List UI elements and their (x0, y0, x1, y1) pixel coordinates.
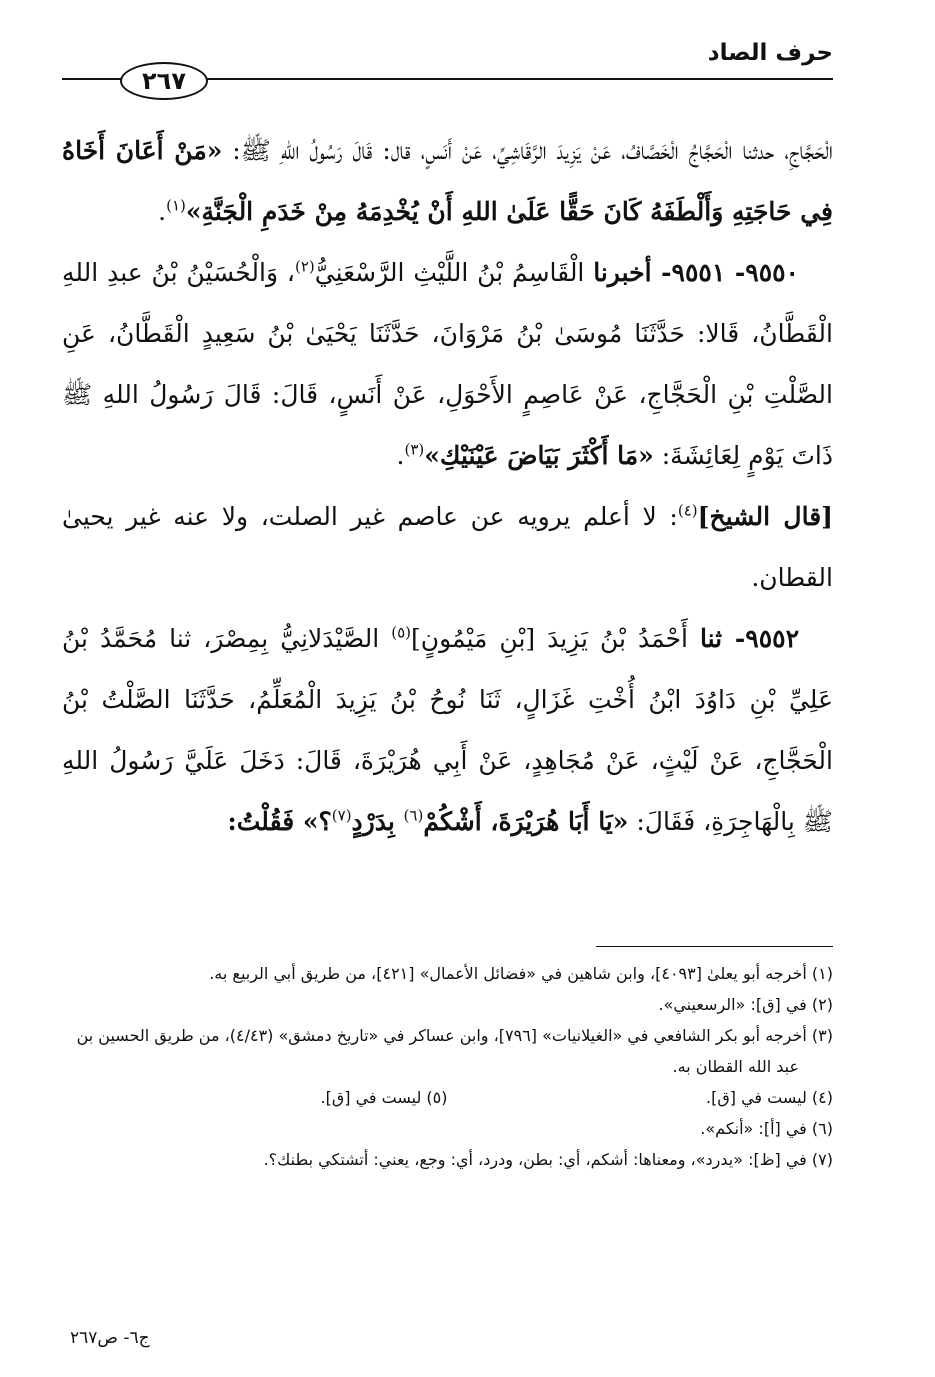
text-run: ٩٥٥٠- ٩٥٥١- أخبرنا (593, 258, 799, 287)
footnote-5: (٥) ليست في [ق]. (320, 1088, 448, 1107)
text-run: أَحْمَدُ بْنُ يَزِيدَ [بْنِ مَيْمُونٍ] (410, 624, 701, 653)
text-run: الْقَاسِمُ بْنُ اللَّيْثِ الرَّسْعَنِيُّ (314, 258, 594, 287)
footnote-6: (٦) في [أ]: «أنكم». (700, 1119, 833, 1138)
footnote-4: (٤) ليست في [ق]. (706, 1088, 833, 1107)
text-run: . (158, 197, 167, 226)
footnote-marker: (٦) (403, 806, 424, 825)
volume-page-reference: ج٦- ص٢٦٧ (70, 1328, 150, 1348)
text-run: : لا أعلم يرويه عن عاصم غير الصلت، ولا عنه غير يحيىٰ القطان. (62, 502, 833, 592)
footnote-marker: (٥) (391, 623, 411, 642)
text-run: «يَا أَبَا هُرَيْرَةَ، أَشْكُمْ (423, 807, 629, 836)
text-run: ٩٥٥٢- ثنا (700, 624, 799, 653)
page-number-badge: ٢٦٧ (120, 62, 208, 100)
footnote-marker: (٧) (331, 806, 352, 825)
main-text (62, 120, 833, 852)
text-run: الصَّيْدَلانِيُّ بِمِصْرَ، ثنا مُحَمَّدُ بْنُ عَلِيِّ بْنِ دَاوُدَ ابْنُ أُخْتِ غَزَالٍ، ثَنَا نُوحُ بْنُ يَزِيدَ الْمُعَلِّمُ، حَدَّثَنَا الصَّلْتُ بْنُ الْحَجَّاجِ، عَنْ لَيْثٍ، عَنْ مُجَاهِدٍ، عَنْ أَبِي هُرَيْرَةَ، قَالَ: دَخَلَ عَلَيَّ رَسُولُ اللهِ ﷺ بِالْهَاجِرَةِ، فَقَالَ: (62, 624, 833, 836)
footnote-2: (٢) في [ق]: «الرسعيني». (658, 995, 833, 1014)
footnote-marker: (٢) (294, 257, 315, 276)
paragraph-2 (62, 242, 833, 486)
text-run: ؟» فَقُلْتُ: (227, 807, 332, 836)
footnote-separator (596, 946, 833, 947)
text-run: [قال الشيخ] (697, 502, 833, 531)
footnote-marker: (٤) (677, 501, 698, 520)
paragraph-3 (62, 486, 833, 608)
paragraph-4 (62, 608, 833, 852)
footnote-row-4-5 (62, 1082, 833, 1113)
footnote-marker: (٣) (404, 440, 425, 459)
page-header (62, 40, 833, 100)
footnote-marker: (١) (166, 196, 186, 215)
text-run: «مَنْ أَعَانَ أَخَاهُ فِي حَاجَتِهِ وَأَلْطَفَهُ كَانَ حَقًّا عَلَىٰ اللهِ أَنْ يُخْدِمَهُ مِنْ خَدَمِ الْجَنَّةِ» (62, 136, 833, 226)
text-run: بِدَرْدٍ (351, 807, 404, 836)
footnote-3: (٣) أخرجه أبو بكر الشافعي في «الغيلانيات» [٧٩٦]، وابن عساكر في «تاريخ دمشق» (٤/٤٣)، من طريق الحسين بن عبد الله القطان به. (76, 1026, 833, 1076)
text-run: الْحَجَّاجِ، حدثنا الْحَجَّاجُ الْخَصَّافُ، عَنْ يَزِيدَ الرَّقَاشِيِّ، عَنْ أَنَسٍ، قال: قَالَ رَسُولُ اللهِ ﷺ: (222, 136, 833, 165)
footnote-7: (٧) في [ظ]: «يدرد»، ومعناها: أشكم، أي: بطن، ودرد، أي: وجع، يعني: أتشتكي بطنك؟. (263, 1150, 833, 1169)
paragraph-1 (62, 120, 833, 242)
chapter-title: حرف الصاد (707, 40, 833, 66)
footnote-1: (١) أخرجه أبو يعلىٰ [٤٠٩٣]، وابن شاهين في «فضائل الأعمال» [٤٢١]، من طريق أبي الربيع به. (209, 964, 833, 983)
text-run: «مَا أَكْثَرَ بَيَاضَ عَيْنَيْكِ» (424, 441, 654, 470)
text-run: ، وَالْحُسَيْنُ بْنُ عبدِ اللهِ الْقَطَّانُ، قَالا: حَدَّثَنَا مُوسَىٰ بْنُ مَرْوَانَ، حَدَّثَنَا يَحْيَىٰ بْنُ سَعِيدٍ الْقَطَّانُ، عَنِ الصَّلْتِ بْنِ الْحَجَّاجِ، عَنْ عَاصِمٍ الأَحْوَلِ، عَنْ أَنَسٍ، قَالَ: قَالَ رَسُولُ اللهِ ﷺ ذَاتَ يَوْمٍ لِعَائِشَةَ: (62, 258, 833, 470)
footnotes (62, 958, 833, 1175)
text-run: . (396, 441, 405, 470)
